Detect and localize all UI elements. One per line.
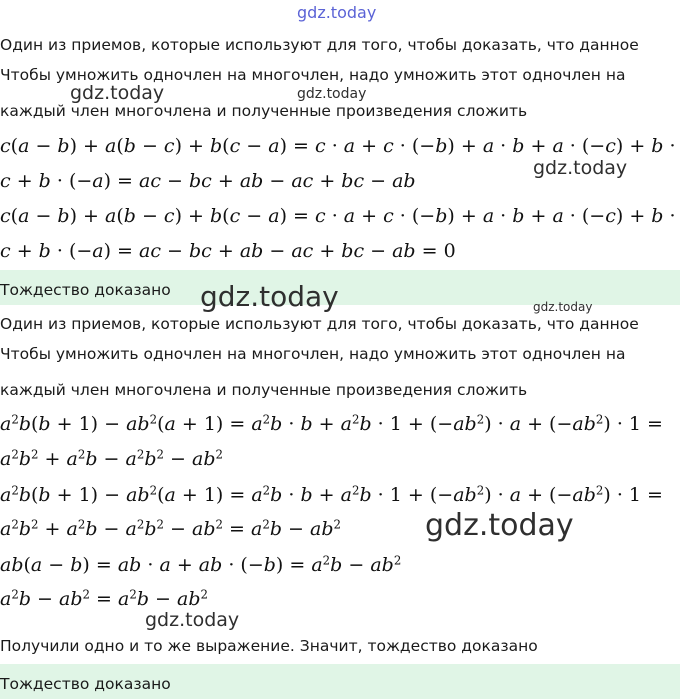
equation-line: ab(a − b) = ab · a + ab · $(-b) = a^2b - ab^2$ [0, 553, 402, 576]
equation-line: c(a − b) + a(b − c) + b(c − a) = c · a + c · (−b) + a · b + a · (−c) + b · [0, 135, 676, 157]
equation-line: $a^2b - ab^2 = a^2b - ab^2$ [0, 587, 208, 610]
watermark: gdz.today [533, 300, 593, 314]
rule-text-1a: Чтобы умножить одночлен на многочлен, надо умножить этот одночлен на [0, 66, 626, 84]
watermark: gdz.today [145, 609, 240, 631]
equation-line: $a^2b(b + 1) - ab^2(a + 1) = a^2b \cdot b + a^2b \cdot 1 + (-ab^2) \cdot a + (-ab^2) \cdot 1$ = [0, 483, 663, 506]
rule-text-1b: каждый член многочлена и полученные произведения сложить [0, 102, 528, 120]
watermark: gdz.today [425, 508, 574, 543]
watermark-top: gdz.today [297, 3, 377, 22]
conclusion-text: Тождество доказано [0, 675, 171, 693]
intro-text-2: Один из приемов, которые используют для того, чтобы доказать, что данное [0, 315, 639, 333]
equation-line: c + b · (−a) = ac − bc + ab − ac + bc − ab [0, 170, 416, 192]
intro-text-1: Один из приемов, которые используют для того, чтобы доказать, что данное [0, 36, 639, 54]
watermark: gdz.today [200, 280, 339, 313]
rule-text-2a: Чтобы умножить одночлен на многочлен, надо умножить этот одночлен на [0, 345, 626, 363]
equation-line: $a^2b^2 + a^2b - a^2b^2 - ab^2$ [0, 447, 223, 470]
same-expression-text: Получили одно и то же выражение. Значит, тождество доказано [0, 637, 538, 655]
equation-line: c(a − b) + a(b − c) + b(c − a) = c · a + c · (−b) + a · b + a · (−c) + b · [0, 205, 676, 227]
rule-text-2b: каждый член многочлена и полученные произведения сложить [0, 381, 528, 399]
equation-line: c + b · (−a) = ac − bc + ab − ac + bc − ab = 0 [0, 240, 456, 262]
watermark: gdz.today [297, 86, 367, 102]
equation-line: $a^2b^2 + a^2b - a^2b^2 - ab^2 = a^2b - ab^2$ [0, 517, 341, 540]
equation-line: $a^2b(b + 1) - ab^2(a + 1) = a^2b \cdot b + a^2b \cdot 1 + (-ab^2) \cdot a + (-ab^2) \cdot 1$ = [0, 412, 663, 435]
watermark: gdz.today [70, 82, 165, 104]
watermark: gdz.today [533, 157, 628, 179]
conclusion-text: Тождество доказано [0, 281, 171, 299]
